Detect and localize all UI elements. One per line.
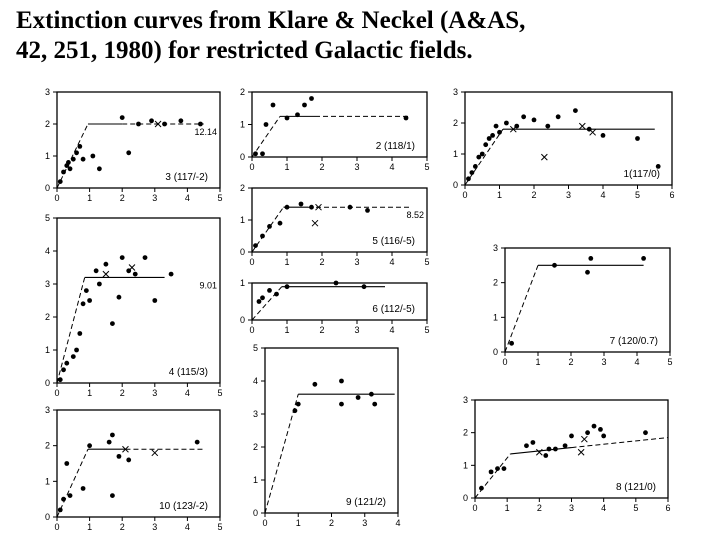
x-tick-label: 6 (665, 503, 671, 513)
x-tick-label: 0 (54, 522, 60, 532)
data-point (309, 205, 314, 210)
data-point (274, 292, 279, 297)
data-point (278, 221, 283, 226)
data-point (162, 122, 167, 127)
y-tick-label: 3 (44, 279, 50, 289)
x-tick-label: 1 (284, 325, 290, 335)
x-tick-label: 5 (667, 357, 673, 367)
data-point (601, 434, 606, 439)
y-tick-label: 2 (462, 427, 468, 438)
data-point (260, 151, 265, 156)
data-point (635, 136, 640, 141)
panel-7 (493, 243, 673, 367)
data-point (71, 354, 76, 359)
data-point (285, 284, 290, 289)
data-point (365, 208, 370, 213)
data-point (81, 301, 86, 306)
x-tick-label: 0 (472, 503, 478, 513)
data-point (104, 262, 109, 267)
cross-marker (590, 129, 596, 135)
data-point (253, 151, 258, 156)
data-point (117, 454, 122, 459)
data-point (257, 299, 262, 304)
y-tick-label: 4 (44, 246, 50, 256)
x-tick-label: 1 (87, 193, 93, 203)
x-tick-label: 3 (354, 325, 360, 335)
data-point (68, 166, 73, 171)
data-point (592, 424, 597, 429)
data-point (296, 402, 301, 407)
data-point (126, 150, 131, 155)
data-point (470, 170, 475, 175)
cross-marker (581, 436, 587, 442)
y-tick-label: 0 (239, 152, 245, 162)
y-tick-label: 0 (252, 508, 258, 518)
data-point (97, 282, 102, 287)
data-point (524, 443, 529, 448)
y-tick-label: 1 (492, 312, 498, 323)
data-point (334, 281, 339, 286)
data-point (136, 122, 141, 127)
y-tick-label: 3 (44, 405, 50, 415)
data-point (198, 122, 203, 127)
data-point (479, 486, 484, 491)
x-tick-label: 0 (249, 162, 255, 172)
y-tick-label: 0 (239, 315, 245, 325)
data-point (588, 256, 593, 261)
plot-frame (57, 218, 220, 383)
data-point (81, 157, 86, 162)
data-point (271, 103, 276, 108)
data-point (504, 121, 509, 126)
data-point (149, 118, 154, 123)
asymptote-annotation: 12.14 (194, 127, 217, 137)
data-point (285, 116, 290, 121)
data-point (490, 133, 495, 138)
panel-label: 8 (121/0) (615, 482, 656, 493)
x-tick-label: 3 (565, 190, 572, 200)
data-point (362, 284, 367, 289)
cross-marker (578, 449, 584, 455)
data-point (299, 202, 304, 207)
y-tick-label: 3 (44, 87, 50, 97)
y-tick-label: 2 (452, 118, 458, 128)
y-tick-label: 0 (44, 512, 50, 522)
cross-marker (536, 449, 542, 455)
panel-label: 7 (120/0.7) (609, 336, 658, 347)
data-point (339, 402, 344, 407)
fit-line-rise (57, 449, 88, 517)
data-point (372, 402, 377, 407)
y-tick-label: 1 (239, 119, 245, 130)
panel-8 (45, 405, 223, 532)
x-tick-label: 0 (54, 193, 60, 203)
data-point (64, 461, 69, 466)
data-point (94, 268, 99, 273)
x-tick-label: 0 (54, 388, 60, 398)
data-point (547, 447, 552, 452)
data-point (585, 430, 590, 435)
data-point (58, 507, 63, 512)
data-point (532, 118, 537, 123)
data-point (117, 295, 122, 300)
plot-frame (265, 348, 398, 513)
y-tick-label: 2 (239, 183, 245, 193)
data-point (195, 440, 200, 445)
y-tick-label: 2 (239, 87, 245, 97)
data-point (87, 298, 92, 303)
x-tick-label: 3 (152, 522, 158, 532)
panel-2 (240, 87, 430, 172)
x-tick-label: 0 (502, 357, 508, 367)
cross-marker (152, 450, 158, 456)
y-tick-label: 2 (44, 312, 50, 322)
panel-label: 2 (118/1) (375, 141, 415, 152)
data-point (74, 348, 79, 353)
data-point (77, 144, 82, 149)
panel-label: 9 (121/2) (345, 497, 386, 508)
data-point (545, 124, 550, 129)
data-point (643, 430, 648, 435)
x-tick-label: 4 (600, 190, 606, 200)
data-point (509, 341, 514, 346)
title-line-1: Extinction curves from Klare & Neckel (A&AS, (16, 7, 526, 34)
data-point (466, 176, 471, 181)
y-tick-label: 5 (44, 213, 50, 223)
y-tick-label: 2 (252, 442, 258, 452)
x-tick-label: 3 (152, 388, 158, 398)
data-point (601, 133, 606, 138)
fit-line-rise (57, 124, 88, 188)
y-tick-label: 2 (44, 440, 50, 451)
data-point (71, 157, 76, 162)
x-tick-label: 1 (284, 257, 290, 267)
data-point (531, 440, 536, 445)
x-tick-label: 5 (217, 522, 223, 532)
x-tick-label: 3 (152, 193, 158, 203)
data-point (120, 115, 125, 120)
cross-marker (541, 154, 547, 160)
data-point (267, 288, 272, 293)
x-tick-label: 4 (601, 503, 607, 513)
x-tick-label: 4 (184, 522, 190, 532)
x-tick-label: 1 (87, 522, 93, 532)
x-tick-label: 5 (634, 190, 641, 200)
fit-line-rise (252, 287, 282, 320)
data-point (585, 270, 590, 275)
data-point (480, 152, 485, 157)
fit-line-rise (475, 454, 510, 498)
panel-label: 10 (123/-2) (159, 501, 208, 512)
x-tick-label: 4 (634, 357, 640, 367)
data-point (356, 395, 361, 400)
data-point (61, 497, 66, 502)
data-point (521, 114, 526, 119)
data-point (264, 122, 269, 127)
data-point (552, 263, 557, 268)
data-point (404, 116, 409, 121)
panel-1 (45, 87, 223, 203)
y-tick-label: 3 (452, 87, 458, 97)
x-tick-label: 5 (424, 257, 430, 267)
data-point (553, 447, 558, 452)
data-point (107, 440, 112, 445)
data-point (178, 118, 183, 123)
cross-marker (312, 220, 318, 226)
x-tick-label: 1 (496, 190, 503, 200)
data-point (569, 434, 574, 439)
x-tick-label: 2 (319, 325, 325, 335)
x-tick-label: 0 (249, 325, 255, 335)
data-point (77, 331, 82, 336)
data-point (110, 493, 115, 498)
data-point (58, 179, 63, 184)
data-point (110, 433, 115, 438)
title-line-2: 42, 251, 1980) for restricted Galactic fields. (16, 37, 473, 64)
panel-3 (453, 87, 675, 200)
fit-line-rise (505, 265, 538, 352)
fit-line-rise (57, 277, 85, 383)
x-tick-label: 2 (119, 388, 125, 398)
data-point (473, 164, 478, 169)
data-point (90, 154, 95, 159)
data-point (494, 124, 499, 129)
data-point (68, 493, 73, 498)
panel-label: 3 (117/-2) (165, 172, 208, 183)
data-point (293, 408, 298, 413)
x-tick-label: 2 (536, 503, 542, 513)
panel-10 (463, 395, 671, 513)
x-tick-label: 2 (328, 518, 335, 528)
y-tick-label: 0 (462, 493, 468, 503)
data-point (312, 382, 317, 387)
data-point (267, 224, 272, 229)
y-tick-label: 0 (452, 180, 458, 190)
data-point (87, 443, 92, 448)
x-tick-label: 0 (249, 257, 255, 267)
data-point (573, 108, 578, 113)
y-tick-label: 0 (44, 378, 50, 388)
y-tick-label: 4 (252, 376, 258, 386)
x-tick-label: 5 (217, 388, 223, 398)
data-point (61, 367, 66, 372)
data-point (285, 205, 290, 210)
x-tick-label: 2 (531, 190, 537, 200)
y-tick-label: 1 (44, 151, 50, 161)
asymptote-annotation: 8.52 (406, 210, 424, 221)
data-point (126, 458, 131, 463)
y-tick-label: 1 (462, 460, 468, 471)
x-tick-label: 4 (389, 257, 395, 267)
x-tick-label: 2 (319, 162, 325, 172)
data-point (556, 114, 561, 119)
x-tick-label: 3 (354, 162, 360, 172)
x-tick-label: 2 (319, 257, 325, 267)
data-point (84, 288, 89, 293)
panel-4 (240, 183, 430, 267)
cross-marker (579, 123, 585, 129)
panel-6 (240, 278, 430, 335)
x-tick-label: 5 (217, 193, 223, 203)
x-tick-label: 2 (119, 522, 125, 532)
data-point (64, 361, 69, 366)
x-tick-label: 1 (535, 357, 541, 367)
panel-5 (45, 213, 223, 398)
y-tick-label: 0 (492, 347, 498, 357)
data-point (74, 150, 79, 155)
data-point (120, 255, 125, 260)
x-tick-label: 5 (633, 503, 639, 513)
data-point (495, 466, 500, 471)
x-tick-label: 4 (389, 325, 395, 335)
data-point (260, 234, 265, 239)
cross-marker (103, 271, 109, 277)
data-point (169, 272, 174, 277)
data-point (66, 160, 71, 165)
data-point (641, 256, 646, 261)
x-tick-label: 3 (354, 257, 360, 267)
data-point (253, 243, 258, 248)
x-tick-label: 6 (669, 190, 675, 200)
y-tick-label: 1 (252, 475, 258, 485)
x-tick-label: 4 (395, 518, 401, 528)
data-point (563, 443, 568, 448)
y-tick-label: 1 (239, 278, 245, 288)
x-tick-label: 3 (568, 503, 575, 513)
y-tick-label: 3 (462, 395, 468, 405)
x-tick-label: 1 (284, 162, 290, 172)
asymptote-annotation: 9.01 (199, 280, 217, 291)
x-tick-label: 0 (262, 518, 268, 528)
x-tick-label: 2 (568, 357, 574, 367)
y-tick-label: 2 (492, 277, 498, 288)
x-tick-label: 5 (424, 325, 430, 335)
x-tick-label: 4 (184, 388, 190, 398)
data-point (339, 379, 344, 384)
data-point (348, 205, 353, 210)
y-tick-label: 3 (252, 409, 258, 419)
data-point (483, 142, 488, 147)
cross-marker (129, 265, 135, 271)
x-tick-label: 4 (184, 193, 190, 203)
y-tick-label: 1 (239, 215, 245, 225)
y-tick-label: 0 (44, 183, 50, 193)
data-point (489, 469, 494, 474)
data-point (543, 453, 548, 458)
data-point (497, 130, 502, 135)
panel-label: 1(117/0) (623, 169, 660, 180)
data-point (110, 321, 115, 326)
y-tick-label: 5 (252, 343, 258, 353)
panel-label: 6 (112/-5) (372, 304, 415, 315)
data-point (309, 96, 314, 101)
x-tick-label: 1 (504, 503, 510, 513)
x-tick-label: 5 (424, 162, 430, 172)
data-point (81, 486, 86, 491)
x-tick-label: 3 (601, 357, 607, 367)
x-tick-label: 2 (119, 193, 125, 203)
fit-line-extension (572, 438, 669, 448)
fit-line-rise (465, 129, 503, 185)
x-tick-label: 1 (87, 388, 93, 398)
panel-label: 4 (115/3) (168, 367, 208, 378)
y-tick-label: 0 (239, 247, 245, 257)
data-point (598, 427, 603, 432)
x-tick-label: 0 (462, 190, 468, 200)
y-tick-label: 2 (44, 119, 50, 129)
data-point (152, 298, 157, 303)
panel-9 (253, 343, 401, 528)
data-point (295, 112, 300, 117)
data-point (143, 255, 148, 260)
data-point (133, 272, 138, 277)
data-point (302, 103, 307, 108)
x-tick-label: 3 (362, 518, 368, 528)
data-point (97, 166, 102, 171)
x-tick-label: 4 (389, 162, 395, 172)
panel-label: 5 (116/-5) (372, 236, 415, 247)
data-point (260, 295, 265, 300)
data-point (502, 466, 507, 471)
y-tick-label: 1 (452, 149, 458, 159)
y-tick-label: 1 (44, 345, 50, 355)
y-tick-label: 1 (44, 476, 50, 487)
data-point (61, 170, 66, 175)
data-point (369, 392, 374, 397)
y-tick-label: 3 (492, 243, 498, 253)
data-point (58, 377, 63, 382)
x-tick-label: 1 (295, 518, 301, 528)
